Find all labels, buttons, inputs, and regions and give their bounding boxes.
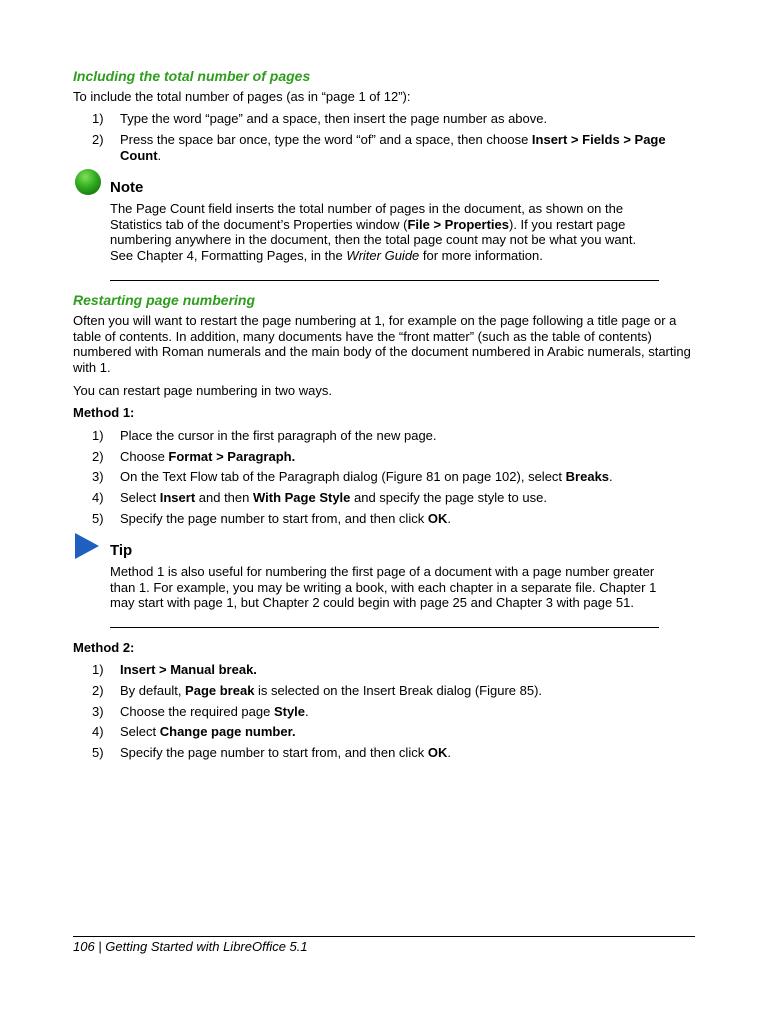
list-number: 1): [92, 662, 104, 677]
note-divider: [110, 280, 659, 281]
section-paragraph: Often you will want to restart the page numbering at 1, for example on the page following a title page or a table of contents. In addition, many documents have the “front matter” (such as the table of contents) numbered with Roman numerals and the main body of the document numbered in Arabic numerals, starting with 1.: [73, 313, 691, 375]
list-number: 2): [92, 132, 104, 147]
method1-label: Method 1:: [73, 405, 135, 420]
list-text: Insert > Manual break.: [120, 662, 257, 677]
list-number: 3): [92, 469, 104, 484]
list-text: Select Change page number.: [120, 724, 296, 739]
list-text: On the Text Flow tab of the Paragraph dialog (Figure 81 on page 102), select Breaks.: [120, 469, 613, 484]
list-text: Select Insert and then With Page Style and specify the page style to use.: [120, 490, 547, 505]
blue-triangle-icon: [74, 532, 100, 560]
list-number: 5): [92, 745, 104, 760]
list-text: By default, Page break is selected on the Insert Break dialog (Figure 85).: [120, 683, 543, 698]
list-number: 2): [92, 449, 104, 464]
list-text: Place the cursor in the first paragraph of the new page.: [120, 428, 437, 443]
footer-divider: [73, 936, 695, 937]
list-text: Specify the page number to start from, and then click OK.: [120, 745, 451, 760]
tip-divider: [110, 627, 659, 628]
list-number: 1): [92, 111, 104, 126]
section-paragraph: You can restart page numbering in two ways.: [73, 383, 332, 398]
list-number: 2): [92, 683, 104, 698]
page-footer: 106 | Getting Started with LibreOffice 5.1: [73, 939, 308, 954]
green-circle-icon: [74, 168, 102, 196]
section-heading-restart: Restarting page numbering: [73, 292, 256, 308]
list-text: Type the word “page” and a space, then insert the page number as above.: [120, 111, 548, 126]
list-number: 4): [92, 490, 104, 505]
list-number: 1): [92, 428, 104, 443]
note-title: Note: [110, 179, 144, 196]
method2-label: Method 2:: [73, 640, 135, 655]
list-number: 5): [92, 511, 104, 526]
note-body: The Page Count field inserts the total number of pages in the document, as shown on the Statistics tab of the document’s Properties window (File > Properties). If you restart page numbering anywhere in the document, then the total page count may not be what you want. See Chapter 4, Formatting Pages, in the Writer Guide for more information.: [110, 201, 637, 263]
list-text: Specify the page number to start from, and then click OK.: [120, 511, 451, 526]
list-number: 3): [92, 704, 104, 719]
tip-body: Method 1 is also useful for numbering the first page of a document with a page number greater than 1. For example, you may be writing a book, with each chapter in a separate file. Chapter 1 may start with page 1, but Chapter 2 could begin with page 25 and Chapter 3 with page 51.: [110, 564, 657, 610]
section-heading-total-pages: Including the total number of pages: [73, 68, 311, 84]
list-number: 4): [92, 724, 104, 739]
list-text: Choose the required page Style.: [120, 704, 309, 719]
section-intro: To include the total number of pages (as in “page 1 of 12”):: [73, 89, 411, 104]
list-text: Choose Format > Paragraph.: [120, 449, 296, 464]
tip-title: Tip: [110, 542, 133, 559]
list-text: Press the space bar once, type the word “of” and a space, then choose Insert > Fields > Page Count.: [120, 132, 666, 163]
